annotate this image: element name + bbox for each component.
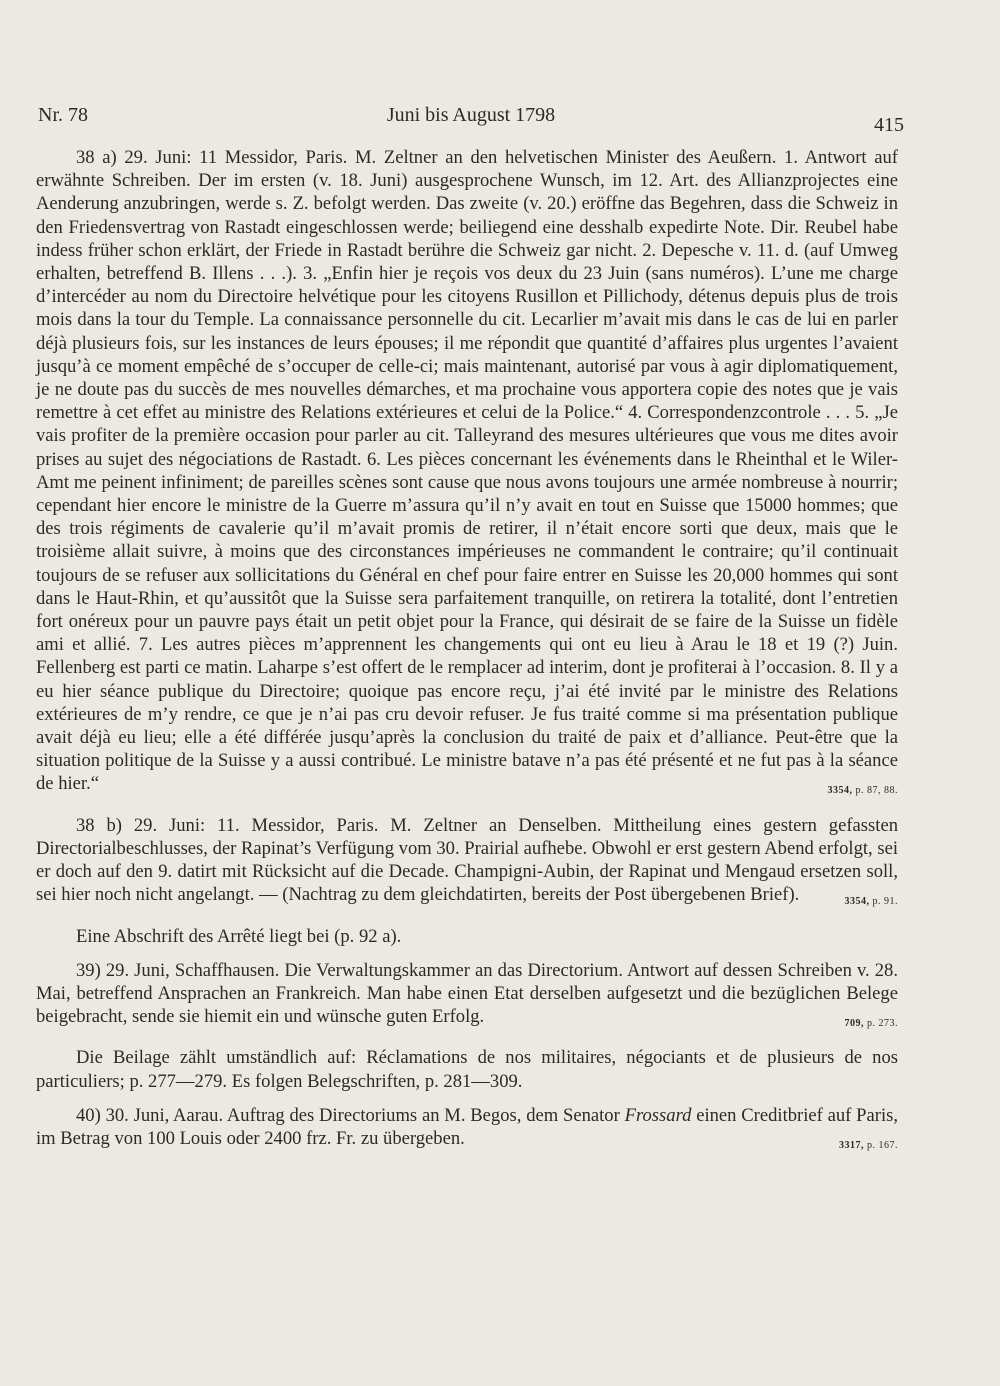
paragraph-text: Die Beilage zählt umständlich auf: Réclamations de nos militaires, négociants et de plusieurs de nos particuliers; p. 277—279. Es folgen Belegschriften, p. 281—309.	[36, 1047, 898, 1092]
citation-volume: 3354,	[827, 785, 853, 797]
paragraph-beilage-note	[36, 1046, 898, 1092]
senator-name: Frossard	[624, 1104, 692, 1126]
paragraph-text: 38 b) 29. Juni: 11. Messidor, Paris. M. Zeltner an Denselben. Mittheilung eines gestern gefassten Directorialbeschlusses, der Rapinat’s Verfügung vom 30. Prairial aufhebe. Obwohl er erst gestern Abend erfolgt, sei er doch auf den 9. datirt mit Rücksicht auf die Decade. Champigni-Aubin, der Rapinat und Mengaud ersetzen soll, sei hier noch nicht angelangt. — (Nachtrag zu dem gleichdatirten, bereits der Post übergebenen Brief).	[36, 814, 898, 906]
archive-citation	[805, 1012, 899, 1035]
document-body	[36, 146, 898, 1168]
archive-citation	[805, 890, 899, 913]
citation-pages: p. 167.	[867, 1139, 898, 1151]
citation-pages: p. 87, 88.	[855, 785, 898, 797]
paragraph-38a	[36, 146, 898, 803]
document-number: Nr. 78	[38, 104, 88, 126]
paragraph-text: 39) 29. Juni, Schaffhausen. Die Verwaltungskammer an das Directorium. Antwort auf dessen Schreiben v. 28. Mai, betreffend Ansprachen an Frankreich. Man habe einen Etat derselben aufgesetzt und die bezüglichen Belege beigebracht, sende sie hiemit ein und wünsche guten Erfolg.	[36, 959, 898, 1028]
paragraph-40	[36, 1104, 898, 1157]
citation-pages: p. 91.	[872, 896, 898, 908]
paragraph-text-end: einen Creditbrief auf Paris, im Betrag von 100 Louis oder 2400 frz. Fr. zu übergeben.	[36, 1104, 898, 1149]
running-header	[38, 104, 904, 134]
citation-volume: 3317,	[839, 1139, 864, 1151]
paragraph-38b	[36, 814, 898, 914]
paragraph-text-start: 40) 30. Juni, Aarau. Auftrag des Directoriums an M. Begos, dem Senator	[76, 1104, 625, 1126]
paragraph-arrete-note	[36, 925, 898, 948]
paragraph-text: 38 a) 29. Juni: 11 Messidor, Paris. M. Zeltner an den helvetischen Minister des Aeußern. 1. Antwort auf erwähnte Schreiben. Der im ersten (v. 18. Juni) ausgesprochene Wunsch, im 12. Art. des Allianzprojectes eine Aenderung anzubringen, werde s. Z. befolgt werden. Das zweite (v. 20.) eröffne das Begehren, dass die Schweiz in den Friedensvertrag von Rastadt eingeschlossen werde; beiliegend eine desshalb expedirte Note. Dir. Reubel habe indess früher schon erklärt, der Friede in Rastadt berühre die Schweiz gar nicht. 2. Depesche v. 11. d. (auf Umweg erhalten, betreffend B. Illens . . .). 3. „Enfin hier je reçois vos deux du 23 Juin (sans numéros). L’une me charge d’intercéder au nom du Directoire helvétique pour les citoyens Rusillon et Pillichody, détenus depuis plus de trois mois dans la tour du Temple. La connaissance personnelle du cit. Lecarlier m’avait mis dans le cas de lui en parler déjà plusieurs fois, sur les instances de leurs épouses; il me répondit que quantité d’affaires plus urgentes l’avaient jusqu’à ce moment empêché de s’occuper de celle-ci; mais maintenant, autorisé par vous à agir diplomatiquement, je ne doute pas du succès de mes nouvelles démarches, et ma prochaine vous apportera copie des notes que je vais remettre à cet effet au ministre des Relations extérieures et celui de la Police.“ 4. Correspondenzcontrole . . . 5. „Je vais profiter de la première occasion pour parler au cit. Talleyrand des mesures ultérieures que vous me dites avoir prises au sujet des négociations de Rastadt. 6. Les pièces concernant les événements dans le Rheinthal et le Wiler-Amt me peinent infiniment; de pareilles scènes sont cause que nous avons toujours une armée nombreuse à nourrir; cependant hier encore le ministre de la Guerre m’assura qu’il n’y avait en tout en Suisse que 15000 hommes; que des trois régiments de cavalerie qu’il m’avait promis de retirer, il n’était encore sorti que deux, mais que le troisième allait suivre, à moins que des circonstances impérieuses ne commandent le contraire; qu’il continuait toujours de se refuser aux sollicitations du Général en chef pour faire entrer en Suisse les 20,000 hommes qui sont dans le Haut-Rhin, et qu’aussitôt que la Suisse sera parfaitement tranquille, on retirera la totalité, dont l’entretien fort onéreux pour un pauvre pays était un petit objet pour la France, qui désirait de se faire de la Suisse un fidèle ami et allié. 7. Les autres pièces m’apprennent les changements qui ont eu lieu à Arau le 18 et 19 (?) Juin. Fellenberg est parti ce matin. Laharpe s’est offert de le remplacer ad interim, dont je profiterai à l’occasion. 8. Il y a eu hier séance publique du Directoire; quoique pas encore reçu, j’ai été invité par le ministre des Relations extérieures de m’y rendre, ce que je n’ai pas cru devoir refuser. Je fus traité comme si ma présentation publique avait déjà eu lieu; elle a été différée jusqu’après la conclusion du traité de paix et d’alliance. Peut-être que la situation politique de la Suisse y a aussi contribué. Le ministre batave n’a pas été présenté et ne fut pas à la séance de hier.“	[36, 147, 898, 795]
archive-citation	[788, 779, 899, 802]
paragraph-39	[36, 959, 898, 1036]
citation-pages: p. 273.	[867, 1018, 898, 1030]
citation-volume: 3354,	[844, 896, 870, 908]
page-number: 415	[874, 114, 904, 136]
archive-citation	[799, 1134, 898, 1157]
citation-volume: 709,	[844, 1018, 864, 1030]
paragraph-text: Eine Abschrift des Arrêté liegt bei (p. 92 a).	[76, 925, 402, 947]
header-title: Juni bis August 1798	[386, 104, 556, 126]
